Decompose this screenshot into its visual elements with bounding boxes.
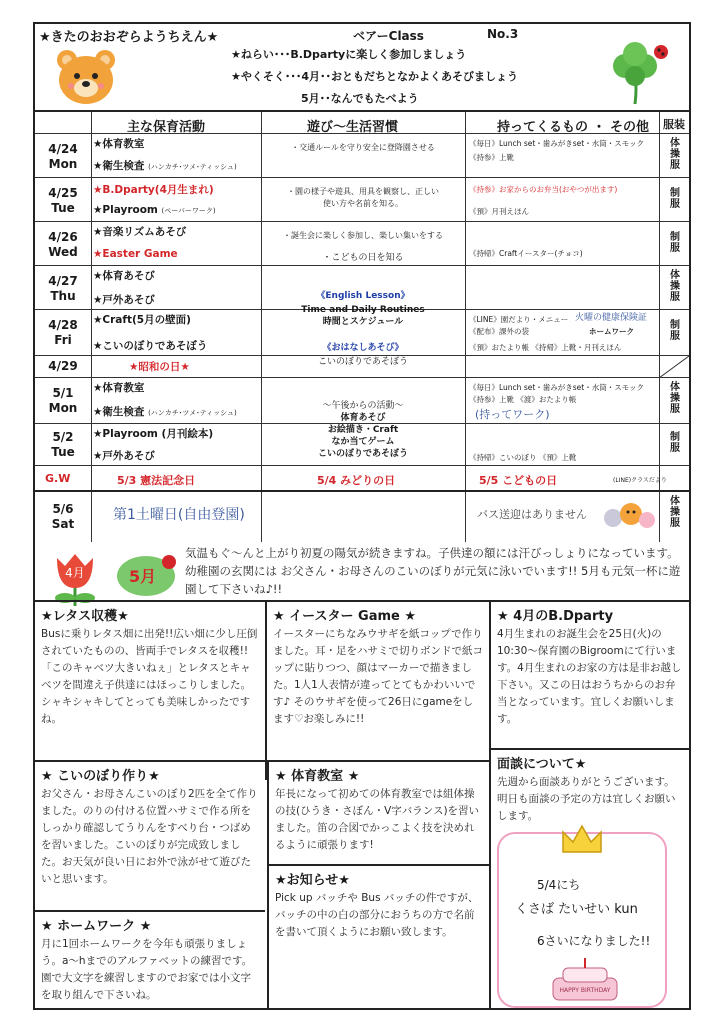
row-date: 4/26 Wed xyxy=(48,230,78,259)
row-activity: ★音楽リズムあそび xyxy=(93,226,187,238)
row-bring-3: 《預》おたより帳 《持帰》上靴・月刊えほん xyxy=(469,343,622,352)
row-uniform: 制 服 xyxy=(670,232,680,254)
english-lesson-title: 《English Lesson》 xyxy=(316,291,410,301)
notice-body: Pick up バッチや Bus バッチの件ですが、バッチの中の白の部分におうちの方で名前を書いて頂くようにお願い致します。 xyxy=(275,892,479,938)
habit-observe: ・園の様子や遊具、用具を観察し、正しい xyxy=(287,187,439,196)
english-lesson-topic: Time and Daily Routines xyxy=(301,305,425,315)
holiday-slash xyxy=(465,356,689,378)
row-activity-2: ★Easter Game xyxy=(93,248,178,260)
row-activity: ★Craft(5月の壁面) xyxy=(93,314,191,326)
tulip-icon xyxy=(45,544,105,608)
habit-traffic: ・交通ルールを守り安全に登降園させる xyxy=(291,143,435,152)
row-date: 4/25 Tue xyxy=(48,186,78,215)
clover-icon xyxy=(595,38,675,108)
koinobori-box xyxy=(35,760,265,910)
table-row xyxy=(35,492,689,542)
easter-title: ★ イースター Game ★ xyxy=(273,609,417,624)
pe-body: 年長になって初めての体育教室では組体操の技(ひうき・さぼん・V字バランス)を習いました。笛の合図でかっこよく技を決めれるように頑張ります! xyxy=(275,788,480,851)
lettuce-box xyxy=(35,600,265,780)
gw-row xyxy=(35,466,689,492)
row-activity-2: ★こいのぼりであそぼう xyxy=(93,340,208,352)
issue-number: No.3 xyxy=(487,27,519,41)
header xyxy=(35,24,689,110)
afternoon-1: 体育あそび xyxy=(340,413,386,423)
bd-party-body: 4月生まれのお誕生会を25日(火)の10:30～保育園のBigroomにて行います。4月生まれのお家の方は是非お越し下さい。又この日はおうちからのお弁当となっています。宜しくお願いします。 xyxy=(497,628,682,725)
row-bring-2: 《預》月刊えほん xyxy=(469,207,529,216)
row-bring: 《毎日》Lunch set・歯みがきset・水筒・スモック xyxy=(469,139,645,148)
notice-box xyxy=(267,864,489,1010)
row-activity-2: ★戸外あそび xyxy=(93,294,155,306)
header-uniform: 服装 xyxy=(663,118,685,131)
row-activity-note: (ペーパーワーク) xyxy=(161,207,216,215)
row-date: 5/2 Tue xyxy=(51,430,75,459)
cake-icon xyxy=(543,958,627,1006)
header-bring: 持ってくるもの ・ その他 xyxy=(497,120,650,135)
row-date: 5/1 Mon xyxy=(48,386,78,415)
bd-party-title: ★ 4月のB.Dparty xyxy=(497,609,614,624)
row-activity: ★体育教室 xyxy=(93,382,145,394)
afternoon-3: なか当てゲーム xyxy=(331,437,395,447)
row-date: 4/28 Fri xyxy=(48,318,78,347)
gw-day-2: 5/4 みどりの日 xyxy=(317,474,396,487)
row-bring-3: (持ってワーク) xyxy=(475,408,550,421)
story-play-title: 《おはなしあそび》 xyxy=(322,343,404,353)
may-badge xyxy=(115,552,177,600)
row-bring-2: 《配布》課外の袋 xyxy=(469,327,529,336)
sat-free-attendance: 第1土曜日(自由登園) xyxy=(113,507,245,523)
may-label: 5月 xyxy=(129,567,157,586)
bear-icon xyxy=(53,44,119,106)
promise-line-2: 5月･･なんでもたべよう xyxy=(301,92,419,105)
bd-party-box xyxy=(491,600,689,748)
homework-title: ★ ホームワーク ★ xyxy=(41,919,152,934)
row-uniform: 体 操 服 xyxy=(670,382,680,415)
row-bring: 《LINE》園だより・メニュー xyxy=(469,315,569,324)
row-date: 4/24 Mon xyxy=(48,142,78,171)
afternoon-4: こいのぼりであそぼう xyxy=(317,449,408,459)
table-row xyxy=(35,134,689,178)
svg-text:4月: 4月 xyxy=(65,566,85,580)
row-activity: ★B.Dparty(4月生まれ) xyxy=(93,184,214,196)
habit-observe-2: 使い方や名前を知る。 xyxy=(323,199,403,208)
school-name: ★きたのおおぞらようちえん★ xyxy=(39,30,219,45)
easter-body: イースターにちなみウサギを紙コップで作りました。耳・足をハサミで切りボンドで紙コップに貼りつつ、顔はマーカーで描きました。1人1人表情が違ってとてもかわいいです♪ そのウサギを使って26日にgameをします♡お楽しみに!! xyxy=(273,628,483,725)
row-date: 4/29 xyxy=(48,359,78,373)
handwritten-note: 火曜の健康保険証 xyxy=(575,313,648,323)
gw-label: G.W xyxy=(45,472,71,485)
english-lesson-topic-jp: 時間とスケジュール xyxy=(322,317,404,327)
afternoon-title: ～午後からの活動～ xyxy=(322,401,404,411)
homework-box xyxy=(35,910,265,1010)
row-activity: ★体育教室 xyxy=(93,138,145,150)
lettuce-body: Busに乗りレタス畑に出発!!広い畑に少し圧倒されていたものの、皆両手でレタスを収穫!!「このキャベツ大きいねぇ」とレタスとキャベツを間違え子供達にはほっこりしました。シャキシャキしてとっても美味しかったですね。 xyxy=(41,628,258,725)
class-name: ベアーClass xyxy=(353,29,424,43)
row-date: 5/6 Sat xyxy=(51,502,75,531)
birthday-age: 6さいになりました!! xyxy=(537,934,651,948)
row-uniform: 制 服 xyxy=(670,320,680,342)
pe-title: ★ 体育教室 ★ xyxy=(275,769,360,784)
gw-day-3: 5/5 こどもの日 xyxy=(479,474,558,487)
birthday-name: くさば たいせい kun xyxy=(515,902,638,917)
schedule-table xyxy=(35,110,689,542)
gw-day-3-note: (LINE)クラスだより xyxy=(613,477,667,484)
row-activity: ★Playroom (月刊絵本) xyxy=(93,428,214,440)
koinobori-title: ★ こいのぼり作り★ xyxy=(41,769,160,784)
sat-no-bus: バス送迎はありません xyxy=(477,508,587,521)
pe-box xyxy=(267,760,489,864)
koinobori-body: お父さん・お母さんこいのぼり2匹を全て作りました。のりの付ける位置ハサミで作る所をしっかり確認してうりんをすべり台・つばめを習いました。こいのぼりが完成致しました。お天気が良い日にお外で泳がせて遊びたいと思います。 xyxy=(41,788,258,885)
birthday-date: 5/4にち xyxy=(537,878,581,892)
row-activity-note: (ハンカチ･ツメ･ティッシュ) xyxy=(148,163,237,171)
row-holiday: ★昭和の日★ xyxy=(129,361,190,373)
header-habits: 遊び～生活習慣 xyxy=(307,120,399,135)
row-activity-note: (ハンカチ･ツメ･ティッシュ) xyxy=(148,409,237,417)
row-uniform: 制 服 xyxy=(670,188,680,210)
crown-icon xyxy=(561,824,603,854)
row-bring: 《持帰》Craftイースター(チョコ) xyxy=(469,249,583,258)
intro-message: 気温もぐ～んと上がり初夏の陽気が続きますね。子供達の額には汗びっしょりになっています。幼稚園の玄関には お父さん・お母さんのこいのぼりが元気に泳いでいます!! 5月も元気一杯に遊園して下さいね♪!! xyxy=(185,546,681,596)
row-uniform: 体 操 服 xyxy=(670,496,680,529)
lettuce-title: ★レタス収穫★ xyxy=(41,609,129,624)
animal-friends-icon xyxy=(601,498,655,534)
story-play-topic: こいのぼりであそぼう xyxy=(317,357,408,367)
homework-note: ホームワーク xyxy=(589,327,634,336)
row-activity-2: ★戸外あそび xyxy=(93,450,155,462)
notice-title: ★お知らせ★ xyxy=(275,873,350,888)
interview-box xyxy=(491,748,689,832)
interview-body: 先週から面談ありがとうございます。明日も面談の予定の方は宜しくお願いします。 xyxy=(497,776,676,822)
row-date: 4/27 Thu xyxy=(48,274,78,303)
row-uniform: 体 操 服 xyxy=(670,270,680,303)
row-uniform: 体 操 服 xyxy=(670,138,680,171)
interview-title: 面談について★ xyxy=(497,757,587,772)
birthday-card xyxy=(497,832,667,1008)
habit-party: ・誕生会に楽しく参加し、楽しい集いをする xyxy=(283,231,443,240)
row-bring: 《持参》お家からのお弁当(おやつが出ます) xyxy=(469,185,618,194)
table-header-row xyxy=(35,112,689,134)
row-activity-2: ★衛生検査 xyxy=(93,160,145,172)
habit-childrens-day: ・こどもの日を知る xyxy=(322,253,404,263)
easter-box xyxy=(267,600,489,780)
row-bring: 《毎日》Lunch set・歯みがきset・水筒・スモック xyxy=(469,383,645,392)
row-bring-2: 《持参》上靴 《渡》おたより帳 xyxy=(469,395,577,404)
row-activity-2: ★Playroom xyxy=(93,204,158,216)
aim-line: ★ねらい･･･B.Dpartyに楽しく参加しましょう xyxy=(231,48,467,61)
row-activity: ★体育あそび xyxy=(93,270,155,282)
promise-line: ★やくそく･･･4月･･おともだちとなかよくあそびましょう xyxy=(231,70,519,83)
gw-day-1: 5/3 憲法記念日 xyxy=(117,474,196,487)
homework-body: 月に1回ホームワークを今年も頑張りましょう。a～hまでのアルファベットの練習です。園で大文字を練習しますのでお家では小文字を取り組んで下さいね。 xyxy=(41,938,253,1001)
row-activity-2: ★衛生検査 xyxy=(93,406,145,418)
newsletter-sheet xyxy=(33,22,691,1010)
svg-text:HAPPY BIRTHDAY: HAPPY BIRTHDAY xyxy=(559,987,611,994)
row-bring: 《持帰》こいのぼり 《預》上靴 xyxy=(469,453,577,462)
header-activities: 主な保育活動 xyxy=(127,120,206,135)
row-uniform: 制 服 xyxy=(670,432,680,454)
row-bring-2: 《持参》上靴 xyxy=(469,153,514,162)
afternoon-2: お絵描き・Craft xyxy=(327,425,399,435)
